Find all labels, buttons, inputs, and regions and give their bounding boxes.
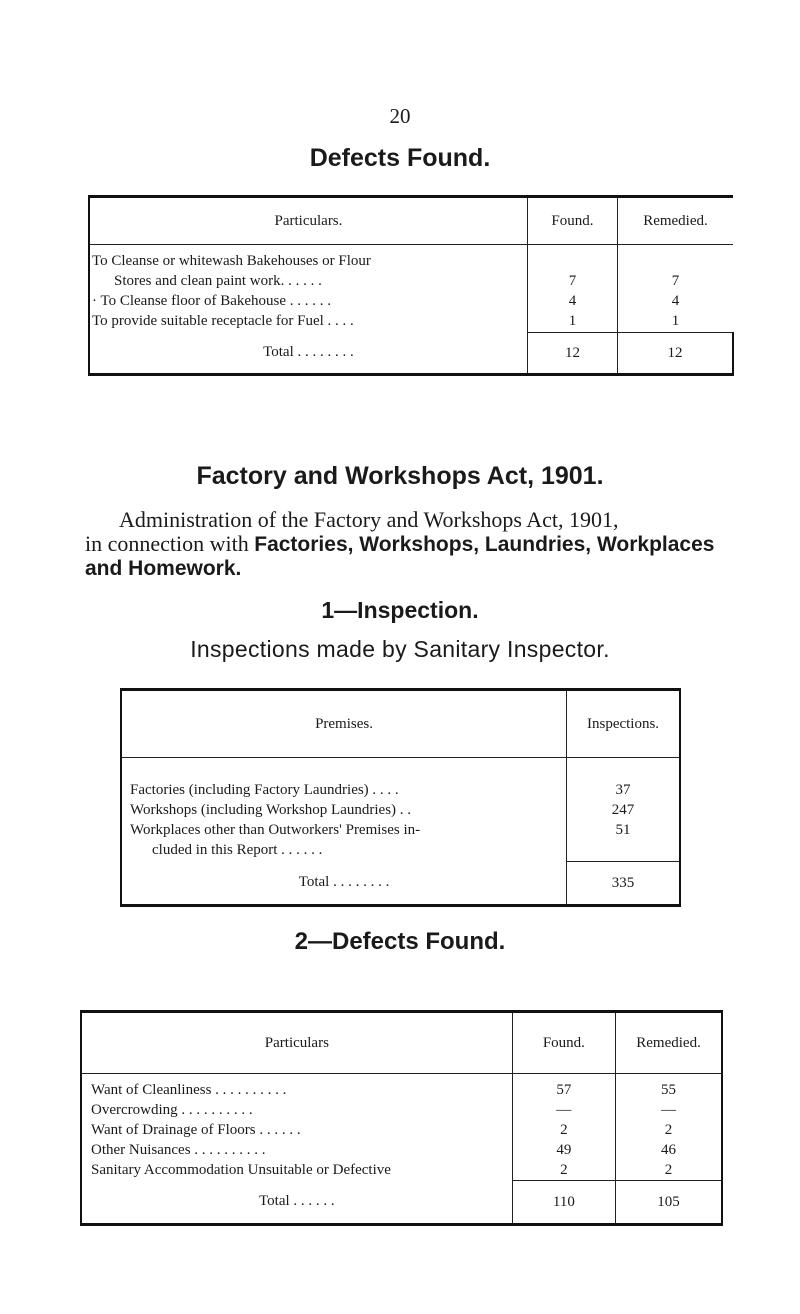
total-label: Total . . . . . . [259,1193,335,1210]
intro-line: and Homework. [85,557,242,580]
defects-found-2-title: 2—Defects Found. [294,928,506,955]
row-text: Other Nuisances . . . . . . . . . . [91,1142,266,1158]
row-text: · To Cleanse floor of Bakehouse . . . . . . [92,293,332,309]
defects-found-title: Defects Found. [309,144,491,172]
total-inspections: 335 [567,862,680,906]
page-number: 20 [389,104,411,128]
remedied-value: 2 [664,1122,673,1138]
act-title: Factory and Workshops Act, 1901. [196,462,604,490]
intro-plain: in connection with [85,531,255,556]
inspection-value: 51 [615,822,631,838]
intro-bold: Factories, Workshops, Laundries, Workplaces [254,533,715,556]
inspection-value: 247 [611,802,635,818]
remedied-value: 1 [671,313,680,329]
inspection-title: 1—Inspection. [321,597,479,623]
found-value: 2 [560,1162,568,1178]
act-intro-paragraph [85,508,775,581]
remedied-value: 55 [661,1082,677,1098]
found-value: 4 [568,293,577,309]
row-text: Factories (including Factory Laundries) . . . . [130,782,399,798]
row-text: Want of Drainage of Floors . . . . . . [91,1122,301,1138]
total-label: Total . . . . . . . . [298,874,390,891]
bakehouse-defects-table [88,195,734,376]
found-value: 2 [560,1122,568,1138]
defects-found-table [80,1010,723,1226]
found-value: 57 [556,1082,572,1098]
header-particulars: Particulars [81,1012,512,1074]
found-value: 49 [556,1142,572,1158]
table-header-row [121,690,680,758]
total-row [121,862,680,906]
header-remedied: Remedied. [616,1012,722,1074]
row-text: cluded in this Report . . . . . . [152,842,323,858]
inspection-value: 37 [615,782,631,798]
header-premises: Premises. [121,690,567,758]
header-found: Found. [527,197,617,245]
remedied-value: — [661,1102,677,1118]
intro-line: Administration of the Factory and Workshops Act, 1901, [119,507,619,532]
total-label: Total . . . . . . . . [263,344,354,361]
row-text: To provide suitable receptacle for Fuel . . . . [92,313,354,329]
found-value: 7 [568,273,577,289]
table-header-row [89,197,733,245]
total-row [81,1181,722,1225]
row-text: Workplaces other than Outworkers' Premises in- [130,822,421,838]
row-text: Overcrowding . . . . . . . . . . [91,1102,253,1118]
intro-line [85,532,775,557]
total-remedied: 12 [617,333,733,375]
row-text: Sanitary Accommodation Unsuitable or Defective [91,1162,391,1178]
row-text: Stores and clean paint work. . . . . . [114,273,322,289]
total-found: 110 [512,1181,615,1225]
total-found: 12 [527,333,617,375]
header-remedied: Remedied. [617,197,733,245]
remedied-value: 2 [664,1162,673,1178]
inspection-subtitle: Inspections made by Sanitary Inspector. [190,636,610,662]
remedied-value: 4 [671,293,680,309]
table-header-row [81,1012,722,1074]
header-particulars: Particulars. [89,197,527,245]
remedied-value: 7 [671,273,680,289]
row-text: Want of Cleanliness . . . . . . . . . . [91,1082,287,1098]
found-value: 1 [568,313,577,329]
header-found: Found. [512,1012,615,1074]
row-text: To Cleanse or whitewash Bakehouses or Flour [92,253,371,269]
row-text: Workshops (including Workshop Laundries) . . [130,802,412,818]
remedied-value: 46 [661,1142,677,1158]
total-row [89,333,733,375]
total-remedied: 105 [616,1181,722,1225]
header-inspections: Inspections. [567,690,680,758]
inspections-table [120,688,681,907]
found-value: — [556,1102,572,1118]
